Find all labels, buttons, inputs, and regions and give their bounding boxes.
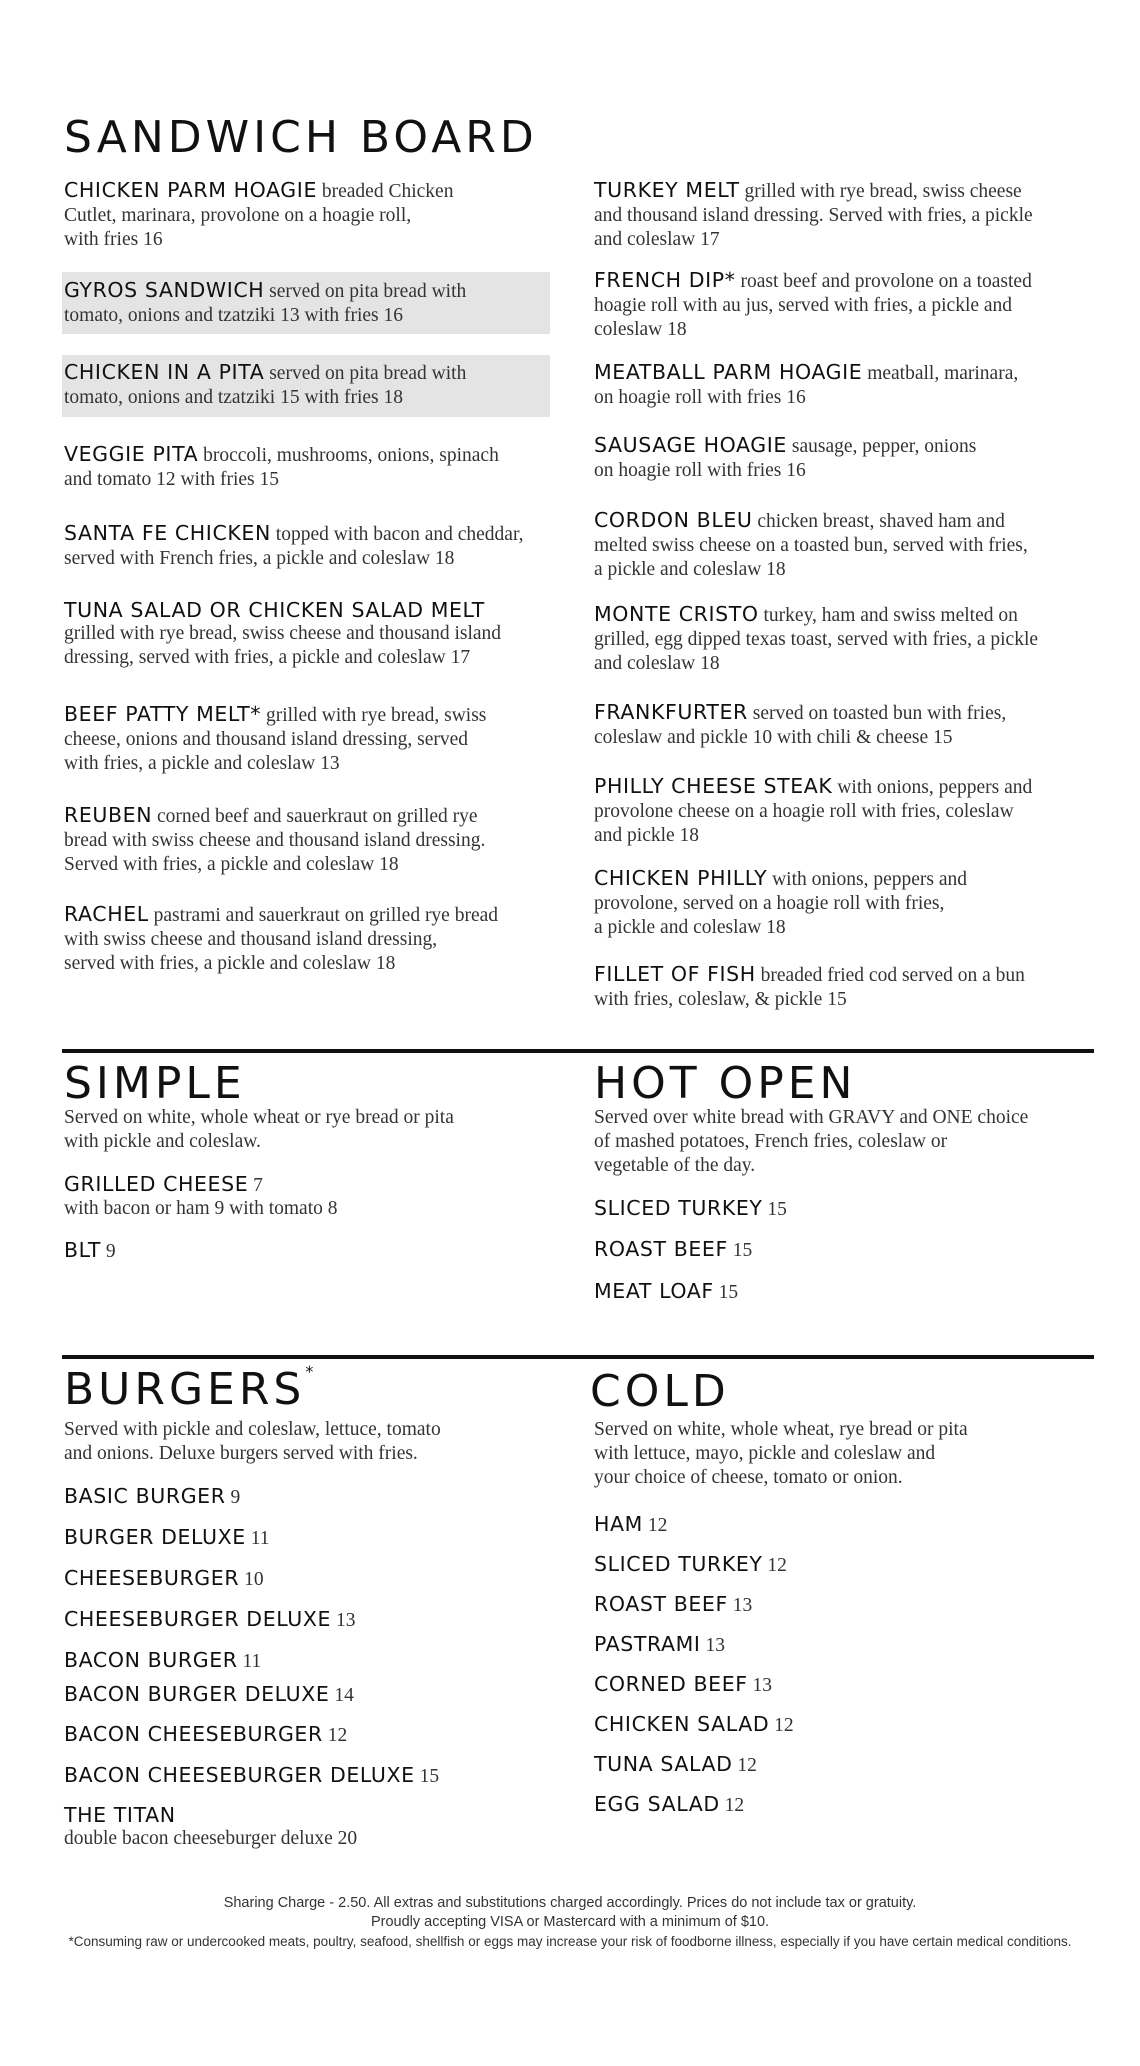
- item-name: MEAT LOAF: [594, 1279, 714, 1303]
- item-desc: with onions, peppers and: [832, 777, 1033, 798]
- menu-item-gyros-sandwich: [64, 278, 466, 328]
- item-desc: a pickle and coleslaw 18: [594, 559, 786, 580]
- item-desc: chicken breast, shaved ham and: [752, 511, 1005, 532]
- item-desc: breaded fried cod served on a bun: [755, 965, 1025, 986]
- menu-item-corned-beef: [594, 1672, 772, 1697]
- menu-item-beef-patty-melt: [64, 702, 486, 776]
- item-name: BASIC BURGER: [64, 1484, 226, 1508]
- item-name: REUBEN: [64, 803, 153, 827]
- item-desc: and tomato 12 with fries 15: [64, 469, 280, 490]
- item-desc: served on pita bread with: [264, 281, 467, 302]
- intro-line: vegetable of the day.: [594, 1155, 756, 1176]
- item-name: CHICKEN PHILLY: [594, 866, 768, 890]
- item-desc: grilled with rye bread, swiss cheese: [739, 181, 1022, 202]
- item-name: FRANKFURTER: [594, 700, 748, 724]
- menu-item-sliced-turkey-hot: [594, 1196, 787, 1221]
- item-name: GRILLED CHEESE: [64, 1172, 249, 1196]
- item-desc: grilled, egg dipped texas toast, served with fries, a pickle: [594, 629, 1039, 650]
- item-name: TUNA SALAD: [594, 1752, 733, 1776]
- item-price: 12: [322, 1725, 348, 1746]
- item-desc: Cutlet, marinara, provolone on a hoagie roll,: [64, 205, 412, 226]
- intro-line: Served on white, whole wheat or rye bread or pita: [64, 1107, 454, 1128]
- item-desc: and thousand island dressing. Served with fries, a pickle: [594, 205, 1033, 226]
- menu-item-french-dip: [594, 268, 1032, 342]
- item-name: HAM: [594, 1512, 643, 1536]
- item-name: TUNA SALAD OR CHICKEN SALAD MELT: [64, 598, 485, 622]
- item-desc: hoagie roll with au jus, served with fries, a pickle and: [594, 295, 1013, 316]
- simple-title: SIMPLE: [64, 1058, 246, 1109]
- item-price: 11: [237, 1651, 262, 1672]
- item-name: SAUSAGE HOAGIE: [594, 433, 787, 457]
- item-price: 9: [100, 1241, 116, 1262]
- item-desc: and coleslaw 17: [594, 229, 720, 250]
- item-name: PHILLY CHEESE STEAK: [594, 774, 833, 798]
- intro-line: Served on white, whole wheat, rye bread or pita: [594, 1419, 968, 1440]
- menu-item-basic-burger: [64, 1484, 240, 1509]
- item-desc: sausage, pepper, onions: [786, 436, 977, 457]
- item-desc: tomato, onions and tzatziki 15 with fries 18: [64, 387, 404, 408]
- item-name: ROAST BEEF: [594, 1237, 728, 1261]
- sandwich-board-title: SANDWICH BOARD: [64, 112, 538, 163]
- menu-item-burger-deluxe: [64, 1525, 270, 1550]
- intro-line: your choice of cheese, tomato or onion.: [594, 1467, 903, 1488]
- menu-item-bacon-burger-deluxe: [64, 1682, 354, 1707]
- menu-item-bacon-cheeseburger: [64, 1722, 347, 1747]
- intro-line: Served over white bread with GRAVY and ONE choice: [594, 1107, 1029, 1128]
- menu-item-chicken-philly: [594, 866, 967, 940]
- menu-item-grilled-cheese: [64, 1172, 338, 1221]
- item-price: 14: [329, 1685, 354, 1706]
- item-desc: with fries, coleslaw, & pickle 15: [594, 989, 847, 1010]
- item-desc: on hoagie roll with fries 16: [594, 460, 806, 481]
- item-name: CORDON BLEU: [594, 508, 753, 532]
- menu-item-turkey-melt: [594, 178, 1033, 252]
- item-price: 10: [239, 1569, 264, 1590]
- item-desc: provolone, served on a hoagie roll with fries,: [594, 893, 945, 914]
- menu-item-meatball-parm-hoagie: [594, 360, 1018, 410]
- item-name: BACON CHEESEBURGER DELUXE: [64, 1763, 415, 1787]
- item-price: 11: [245, 1528, 270, 1549]
- menu-item-blt: [64, 1238, 116, 1263]
- menu-item-roast-beef-cold: [594, 1592, 752, 1617]
- footer-payment-note: Proudly accepting VISA or Mastercard with a minimum of $10.: [370, 1914, 770, 1930]
- menu-item-veggie-pita: [64, 442, 499, 492]
- item-desc: tomato, onions and tzatziki 13 with fries 16: [64, 305, 404, 326]
- item-price: 9: [225, 1487, 241, 1508]
- item-desc: turkey, ham and swiss melted on: [758, 605, 1018, 626]
- menu-item-sausage-hoagie: [594, 433, 976, 483]
- item-name: PASTRAMI: [594, 1632, 701, 1656]
- menu-item-tuna-chicken-salad-melt: [64, 598, 501, 670]
- menu-item-cheeseburger-deluxe: [64, 1607, 355, 1632]
- item-name: TURKEY MELT: [594, 178, 740, 202]
- item-name: FRENCH DIP*: [594, 268, 736, 292]
- item-desc: coleslaw 18: [594, 319, 687, 340]
- item-desc: Served with fries, a pickle and coleslaw 18: [64, 854, 399, 875]
- cold-title: COLD: [590, 1366, 730, 1417]
- item-name: BACON BURGER DELUXE: [64, 1682, 330, 1706]
- item-name: CHEESEBURGER: [64, 1566, 240, 1590]
- menu-item-tuna-salad: [594, 1752, 757, 1777]
- item-desc: broccoli, mushrooms, onions, spinach: [198, 445, 499, 466]
- item-price: 12: [769, 1715, 794, 1736]
- item-desc: dressing, served with fries, a pickle and coleslaw 17: [64, 647, 471, 668]
- item-desc: roast beef and provolone on a toasted: [735, 271, 1032, 292]
- item-price: 15: [762, 1199, 787, 1220]
- burgers-title: [64, 1362, 314, 1415]
- item-price: 12: [642, 1515, 668, 1536]
- item-desc: provolone cheese on a hoagie roll with fries, coleslaw: [594, 801, 1014, 822]
- menu-item-cordon-bleu: [594, 508, 1028, 582]
- item-name: MEATBALL PARM HOAGIE: [594, 360, 863, 384]
- item-name: CORNED BEEF: [594, 1672, 748, 1696]
- menu-footer: [0, 1894, 1140, 1951]
- item-price: 15: [414, 1766, 440, 1787]
- item-price: 15: [727, 1240, 753, 1261]
- item-desc: meatball, marinara,: [862, 363, 1019, 384]
- hot-open-intro: [594, 1106, 1028, 1178]
- item-name: EGG SALAD: [594, 1792, 720, 1816]
- item-desc: with swiss cheese and thousand island dressing,: [64, 929, 438, 950]
- intro-line: Served with pickle and coleslaw, lettuce, tomato: [64, 1419, 441, 1440]
- intro-line: of mashed potatoes, French fries, coleslaw or: [594, 1131, 948, 1152]
- menu-item-fillet-of-fish: [594, 962, 1025, 1012]
- item-name: GYROS SANDWICH: [64, 278, 265, 302]
- hot-open-title: HOT OPEN: [594, 1058, 857, 1109]
- item-name: VEGGIE PITA: [64, 442, 199, 466]
- item-price: 12: [719, 1795, 745, 1816]
- item-desc: double bacon cheeseburger deluxe 20: [64, 1828, 358, 1849]
- item-price: 13: [727, 1595, 753, 1616]
- item-price: 13: [700, 1635, 725, 1656]
- asterisk-mark: *: [305, 1362, 314, 1381]
- menu-item-roast-beef-hot: [594, 1237, 752, 1262]
- section-divider: [62, 1049, 1094, 1053]
- footer-health-warning: *Consuming raw or undercooked meats, poultry, seafood, shellfish or eggs may increase your risk of foodborne illness, especially if you have certain medical conditions.: [68, 1934, 1072, 1949]
- menu-item-reuben: [64, 803, 485, 877]
- item-desc: bread with swiss cheese and thousand island dressing.: [64, 830, 486, 851]
- item-desc: coleslaw and pickle 10 with chili & cheese 15: [594, 727, 953, 748]
- item-desc: grilled with rye bread, swiss: [261, 705, 487, 726]
- item-desc: with bacon or ham 9 with tomato 8: [64, 1198, 338, 1219]
- menu-item-egg-salad: [594, 1792, 744, 1817]
- item-desc: on hoagie roll with fries 16: [594, 387, 806, 408]
- item-name: ROAST BEEF: [594, 1592, 728, 1616]
- item-name: CHICKEN SALAD: [594, 1712, 770, 1736]
- item-desc: served on toasted bun with fries,: [747, 703, 1007, 724]
- item-name: RACHEL: [64, 902, 149, 926]
- cold-intro: [594, 1418, 968, 1490]
- item-name: SLICED TURKEY: [594, 1552, 763, 1576]
- item-desc: melted swiss cheese on a toasted bun, served with fries,: [594, 535, 1028, 556]
- intro-line: with pickle and coleslaw.: [64, 1131, 261, 1152]
- item-name: THE TITAN: [64, 1803, 176, 1827]
- menu-item-meat-loaf: [594, 1279, 738, 1304]
- intro-line: with lettuce, mayo, pickle and coleslaw and: [594, 1443, 936, 1464]
- item-desc: served with French fries, a pickle and coleslaw 18: [64, 548, 455, 569]
- menu-item-bacon-cheeseburger-deluxe: [64, 1763, 439, 1788]
- item-price: 12: [732, 1755, 757, 1776]
- item-name: SANTA FE CHICKEN: [64, 521, 271, 545]
- item-name: BEEF PATTY MELT*: [64, 702, 262, 726]
- menu-item-philly-cheese-steak: [594, 774, 1032, 848]
- menu-item-chicken-in-a-pita: [64, 360, 466, 410]
- intro-line: and onions. Deluxe burgers served with fries.: [64, 1443, 418, 1464]
- item-desc: grilled with rye bread, swiss cheese and thousand island: [64, 623, 502, 644]
- item-name: MONTE CRISTO: [594, 602, 759, 626]
- item-price: 15: [713, 1282, 739, 1303]
- item-desc: corned beef and sauerkraut on grilled rye: [152, 806, 478, 827]
- menu-item-chicken-salad: [594, 1712, 794, 1737]
- item-desc: with fries 16: [64, 229, 163, 250]
- item-price: 13: [331, 1610, 356, 1631]
- menu-item-ham: [594, 1512, 667, 1537]
- item-desc: served with fries, a pickle and coleslaw 18: [64, 953, 396, 974]
- item-desc: with onions, peppers and: [767, 869, 968, 890]
- item-name: BACON BURGER: [64, 1648, 238, 1672]
- burgers-intro: [64, 1418, 441, 1466]
- simple-intro: [64, 1106, 454, 1154]
- item-desc: a pickle and coleslaw 18: [594, 917, 786, 938]
- item-desc: with fries, a pickle and coleslaw 13: [64, 753, 340, 774]
- footer-sharing-charge: Sharing Charge - 2.50. All extras and substitutions charged accordingly. Prices do not include tax or gratuity.: [223, 1895, 917, 1911]
- menu-item-the-titan: [64, 1803, 357, 1851]
- item-desc: pastrami and sauerkraut on grilled rye bread: [148, 905, 499, 926]
- menu-item-rachel: [64, 902, 498, 976]
- menu-item-chicken-parm-hoagie: [64, 178, 453, 252]
- item-desc: and coleslaw 18: [594, 653, 720, 674]
- menu-item-pastrami: [594, 1632, 725, 1657]
- item-name: FILLET OF FISH: [594, 962, 756, 986]
- item-name: CHEESEBURGER DELUXE: [64, 1607, 332, 1631]
- item-price: 7: [248, 1175, 263, 1196]
- item-name: BACON CHEESEBURGER: [64, 1722, 323, 1746]
- menu-item-bacon-burger: [64, 1648, 261, 1673]
- burgers-title-text: BURGERS: [64, 1364, 306, 1415]
- item-desc: breaded Chicken: [317, 181, 454, 202]
- menu-item-sliced-turkey-cold: [594, 1552, 787, 1577]
- item-price: 12: [762, 1555, 787, 1576]
- menu-item-cheeseburger: [64, 1566, 264, 1591]
- item-name: SLICED TURKEY: [594, 1196, 763, 1220]
- item-name: BLT: [64, 1238, 101, 1262]
- menu-item-santa-fe-chicken: [64, 521, 524, 571]
- item-name: CHICKEN PARM HOAGIE: [64, 178, 317, 202]
- item-desc: topped with bacon and cheddar,: [270, 524, 524, 545]
- section-divider: [62, 1355, 1094, 1359]
- menu-item-monte-cristo: [594, 602, 1038, 676]
- menu-item-frankfurter: [594, 700, 1006, 750]
- item-desc: served on pita bread with: [264, 363, 467, 384]
- item-price: 13: [747, 1675, 773, 1696]
- item-name: CHICKEN IN A PITA: [64, 360, 265, 384]
- item-desc: and pickle 18: [594, 825, 700, 846]
- item-desc: cheese, onions and thousand island dressing, served: [64, 729, 468, 750]
- item-name: BURGER DELUXE: [64, 1525, 246, 1549]
